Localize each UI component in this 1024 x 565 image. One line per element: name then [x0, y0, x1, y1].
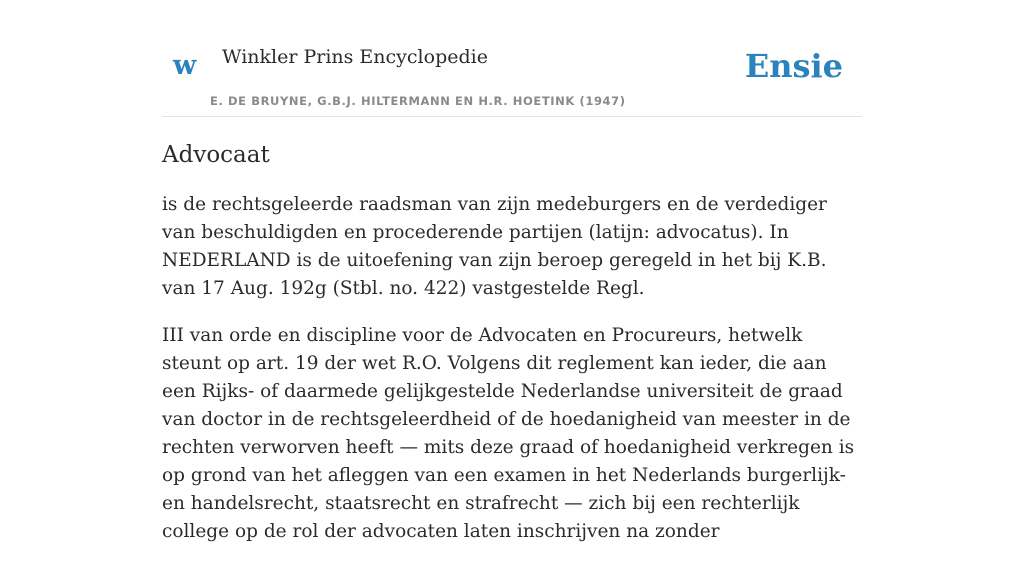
source-title[interactable]: Winkler Prins Encyclopedie [222, 46, 488, 68]
article-page [162, 0, 862, 565]
article-paragraph: III van orde en discipline voor de Advocaten en Procureurs, hetwelk steunt op art. 19 der wet R.O. Volgens dit reglement kan ieder, die aan een Rijks- of daarmede gelijkgestelde Nederlandse universiteit de graad van doctor in de rechtsgeleerdheid of de hoedanigheid van meester in de rechten verworven heeft — mits deze graad of hoedanigheid verkregen is op grond van het afleggen van een examen in het Nederlands burgerlijk- en handelsrecht, staatsrecht en strafrecht — zich bij een rechterlijk college op de rol der advocaten laten inschrijven na zonder [162, 324, 855, 542]
article-paragraph: is de rechtsgeleerde raadsman van zijn medeburgers en de verdediger van beschuldigden en procederende partijen (latijn: advocatus). In NEDERLAND is de uitoefening van zijn beroep geregeld in het bij K.B. van 17 Aug. 192g (Stbl. no. 422) vastgestelde Regl. [162, 193, 827, 299]
article-body [162, 191, 862, 546]
article-title: Advocaat [162, 142, 270, 168]
source-header [162, 0, 862, 117]
winkler-prins-logo[interactable]: w [173, 50, 197, 81]
source-authors: E. DE BRUYNE, G.B.J. HILTERMANN EN H.R. HOETINK (1947) [210, 94, 626, 108]
ensie-logo[interactable]: Ensie [744, 47, 843, 85]
